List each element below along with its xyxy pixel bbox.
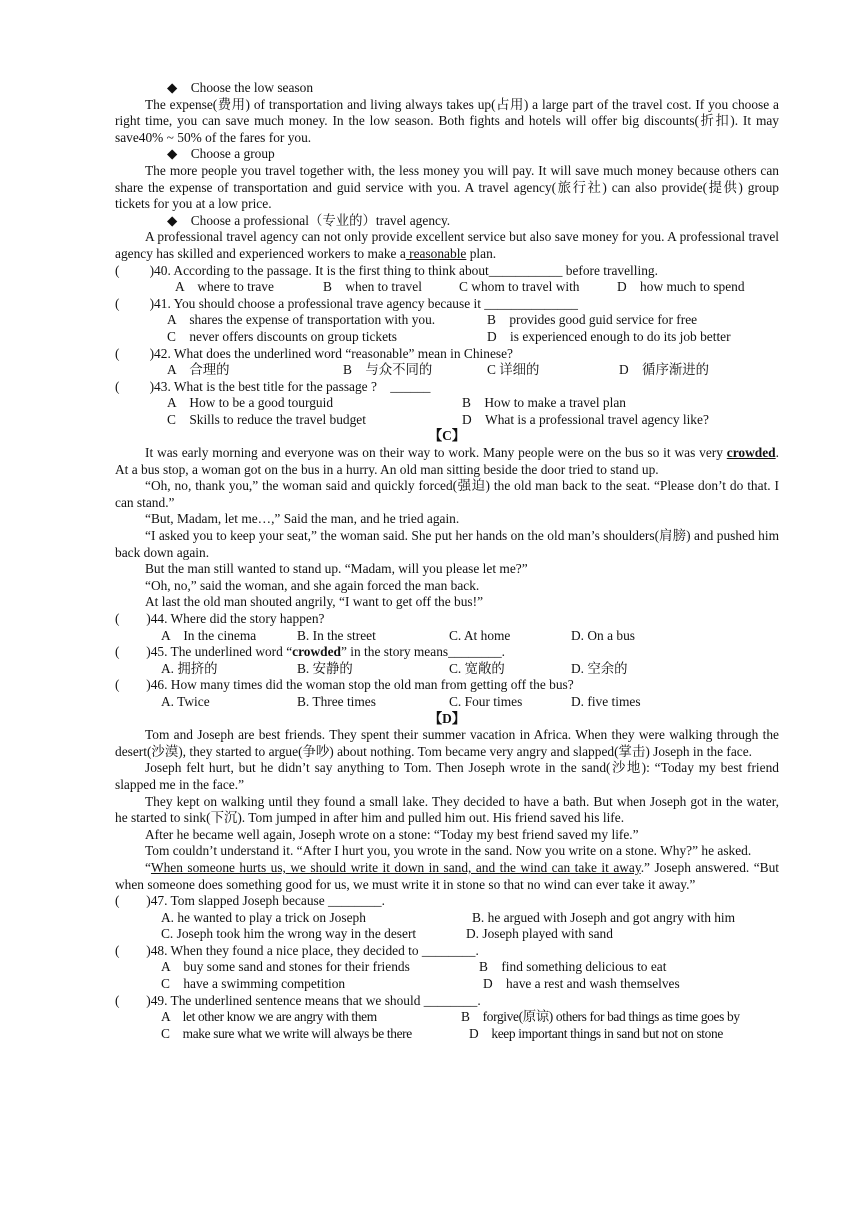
question-40: ( )40. According to the passage. It is the first thing to think about___________ before travelling. bbox=[115, 262, 658, 278]
option: D. Joseph played with sand bbox=[466, 926, 613, 942]
quote-mark: “ bbox=[145, 859, 151, 875]
option: A let other know we are angry with them bbox=[161, 1009, 377, 1025]
paragraph-d5: Tom couldn’t understand it. “After I hurt you, you wrote in the sand. Now you write on a stone. Why?” he asked. bbox=[145, 843, 752, 859]
option: B. 安静的 bbox=[297, 660, 353, 676]
question-text: ( )45. The underlined word “ bbox=[115, 644, 293, 660]
underlined-word-crowded: crowded bbox=[726, 445, 776, 461]
paragraph-text: . At a bus stop, a woman got on the bus in a hurry. An old man sitting beside the door tried to stand up. bbox=[115, 445, 779, 477]
option: C. Four times bbox=[449, 693, 523, 709]
question-47: ( )47. Tom slapped Joseph because ________. bbox=[115, 893, 385, 909]
option: A buy some sand and stones for their friends bbox=[161, 959, 410, 975]
paragraph-c1 bbox=[115, 445, 779, 478]
option: C 详细的 bbox=[487, 362, 540, 378]
paragraph-group: The more people you travel together with, the less money you will pay. It will save much money because others can share the expense of transportation and guid service with you. A travel agency(旅行社) can also provide(提供) group tickets for you at a low price. bbox=[115, 162, 779, 212]
options-44 bbox=[115, 628, 779, 645]
options-47a bbox=[115, 910, 779, 927]
option: B forgive(原谅) others for bad things as time goes by bbox=[461, 1009, 740, 1025]
paragraph-professional bbox=[115, 229, 779, 262]
question-keyword: crowded bbox=[292, 644, 341, 660]
options-48a bbox=[115, 959, 779, 976]
tip-group: ◆ Choose a group bbox=[167, 146, 275, 162]
option: D. 空余的 bbox=[571, 660, 628, 676]
option: A where to trave bbox=[175, 279, 274, 295]
paragraph-d1: Tom and Joseph are best friends. They spent their summer vacation in Africa. When they were walking through the desert(沙漠), they started to argue(争吵) about nothing. Tom became very angry and slapped(掌击) Joseph in the face. bbox=[115, 727, 779, 759]
paragraph-d2: Joseph felt hurt, but he didn’t say anything to Tom. Then Joseph wrote in the sand(沙地): “Today my best friend slapped me in the face.” bbox=[115, 760, 779, 792]
option: D 循序渐进的 bbox=[619, 362, 710, 378]
question-49: ( )49. The underlined sentence means that we should ________. bbox=[115, 992, 481, 1008]
paragraph-text: .” Joseph answered. “But when someone does something good for us, we must write it in stone so that no wind can ever take it away.” bbox=[115, 859, 779, 892]
option: C whom to travel with bbox=[459, 279, 580, 295]
option: C Skills to reduce the travel budget bbox=[167, 411, 366, 427]
paragraph-c4: “I asked you to keep your seat,” the woman said. She put her hands on the old man’s shoulders(肩膀) and pushed him back down again. bbox=[115, 528, 779, 560]
options-49a bbox=[115, 1009, 779, 1026]
option: A shares the expense of transportation with you. bbox=[167, 312, 436, 328]
option: B find something delicious to eat bbox=[479, 959, 667, 975]
paragraph-c2: “Oh, no, thank you,” the woman said and quickly forced(强迫) the old man back to the seat. “Please don’t do that. I can stand.” bbox=[115, 478, 779, 510]
option: D. five times bbox=[571, 693, 641, 709]
question-42: ( )42. What does the underlined word “reasonable” mean in Chinese? bbox=[115, 345, 513, 361]
tip-professional: ◆ Choose a professional（专业的）travel agency. bbox=[167, 212, 451, 228]
question-44: ( )44. Where did the story happen? bbox=[115, 611, 325, 626]
paragraph-d4: After he became well again, Joseph wrote on a stone: “Today my best friend saved my life.” bbox=[145, 826, 639, 842]
question-48: ( )48. When they found a nice place, they decided to ________. bbox=[115, 942, 479, 958]
question-46: ( )46. How many times did the woman stop the old man from getting off the bus? bbox=[115, 677, 574, 693]
question-41: ( )41. You should choose a professional trave agency because it ______________ bbox=[115, 295, 579, 311]
option: B. he argued with Joseph and got angry with him bbox=[472, 909, 736, 925]
paragraph-d6 bbox=[115, 860, 779, 893]
options-43a bbox=[115, 395, 779, 412]
option: A 合理的 bbox=[167, 362, 230, 378]
option: C make sure what we write will always be there bbox=[161, 1025, 412, 1041]
paragraph-c7: At last the old man shouted angrily, “I want to get off the bus!” bbox=[145, 594, 484, 610]
option: A In the cinema bbox=[161, 627, 257, 643]
paragraph-d3: They kept on walking until they found a small lake. They decided to have a bath. But when Joseph got in the water, he started to sink(下沉). Tom jumped in after him and pulled him out. His friend saved his life. bbox=[115, 793, 779, 826]
option: A How to be a good tourguid bbox=[167, 395, 334, 411]
option: D how much to spend bbox=[617, 279, 745, 295]
paragraph-text: A professional travel agency can not only provide excellent service but also save money for you. A professional travel agency has skilled and experienced workers to make a bbox=[115, 229, 779, 261]
options-48b bbox=[115, 976, 779, 993]
paragraph-c5: But the man still wanted to stand up. “Madam, will you please let me?” bbox=[145, 561, 528, 577]
option: B How to make a travel plan bbox=[462, 395, 626, 411]
options-49b bbox=[115, 1026, 779, 1043]
option: D What is a professional travel agency like? bbox=[462, 411, 709, 427]
option: C. 宽敞的 bbox=[449, 660, 505, 676]
option: D is experienced enough to do its job better bbox=[487, 328, 731, 344]
options-40 bbox=[115, 279, 779, 296]
option: B provides good guid service for free bbox=[487, 312, 698, 328]
paragraph-text: It was early morning and everyone was on their way to work. Many people were on the bus so it was very bbox=[145, 445, 727, 461]
paragraph-text: plan. bbox=[466, 245, 497, 261]
worksheet-page bbox=[115, 80, 779, 1042]
tip-low-season: ◆ Choose the low season bbox=[167, 80, 314, 95]
option: B 与众不同的 bbox=[343, 362, 433, 378]
question-45 bbox=[115, 644, 779, 661]
section-heading-c: 【C】 bbox=[428, 428, 466, 444]
option: B when to travel bbox=[323, 279, 422, 295]
options-45 bbox=[115, 661, 779, 678]
option: C have a swimming competition bbox=[161, 976, 346, 992]
section-heading-d: 【D】 bbox=[428, 710, 466, 726]
question-text: ” in the story means________. bbox=[341, 644, 506, 660]
paragraph-low-season: The expense(费用) of transportation and living always takes up(占用) a large part of the travel cost. If you choose a right time, you can save much money. In the low season. Both fights and hotels will offer big discounts(折扣). It may save40% ~ 50% of the fares for you. bbox=[115, 96, 779, 145]
options-41b bbox=[115, 329, 779, 346]
option: C. Joseph took him the wrong way in the desert bbox=[161, 926, 417, 942]
option: B. Three times bbox=[297, 693, 376, 709]
option: A. Twice bbox=[161, 693, 210, 709]
option: D have a rest and wash themselves bbox=[483, 976, 680, 992]
option: D keep important things in sand but not on stone bbox=[469, 1025, 723, 1041]
option: B. In the street bbox=[297, 627, 376, 643]
question-43: ( )43. What is the best title for the passage ? ______ bbox=[115, 378, 431, 394]
option: D. On a bus bbox=[571, 627, 635, 643]
underlined-sentence: When someone hurts us, we should write it down in sand, and the wind can take it away bbox=[150, 859, 641, 875]
option: C. At home bbox=[449, 627, 511, 643]
paragraph-c3: “But, Madam, let me…,” Said the man, and he tried again. bbox=[145, 511, 460, 527]
option: A. he wanted to play a trick on Joseph bbox=[161, 909, 366, 925]
options-42 bbox=[115, 362, 779, 379]
options-47b bbox=[115, 926, 779, 943]
option: A. 拥挤的 bbox=[161, 660, 218, 676]
options-46 bbox=[115, 694, 779, 711]
underlined-word-reasonable: reasonable bbox=[405, 245, 467, 261]
paragraph-c6: “Oh, no,” said the woman, and she again forced the man back. bbox=[145, 577, 480, 593]
options-41a bbox=[115, 312, 779, 329]
option: C never offers discounts on group tickets bbox=[167, 328, 397, 344]
options-43b bbox=[115, 412, 779, 429]
